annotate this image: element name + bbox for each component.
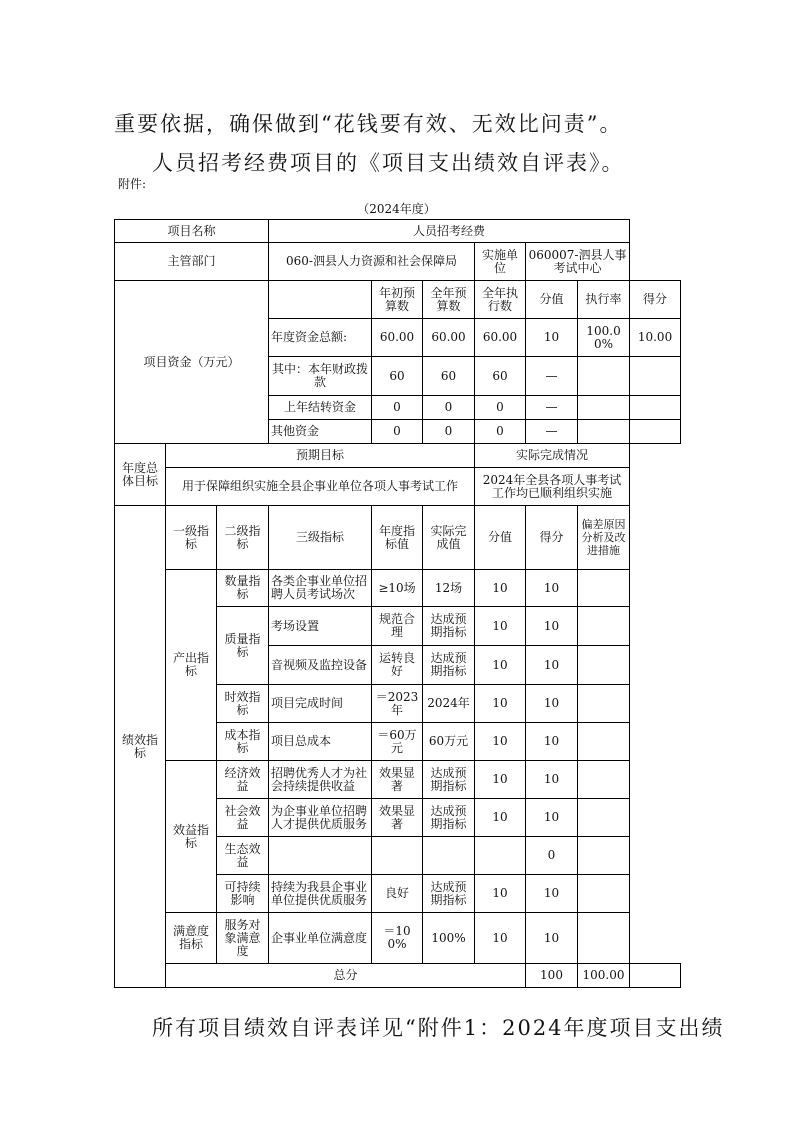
actual-result: 2024年全县各项人事考试工作均已顺利组织实施 [475,468,630,506]
target-cell: ＝60万元 [372,723,423,761]
perf-header: 分值 [475,506,526,570]
l3-cell: 考场设置 [269,607,372,646]
perf-header: 偏差原因分析及改进措施 [578,506,630,570]
target-cell: 运转良好 [372,646,423,685]
fund-cell: 0 [372,396,423,420]
total-score: 100 [526,964,578,988]
target-cell: 良好 [372,875,423,913]
actual-cell: 12场 [423,570,475,607]
target-cell [372,837,423,875]
perf-header: 三级指标 [269,506,372,570]
fund-cell: 60.00 [423,319,475,357]
dev-cell [578,913,630,964]
fund-cell: 100.00% [578,319,630,357]
fund-header-blank [269,281,372,319]
perf-header: 二级指标 [217,506,269,570]
fund-cell: 10.00 [630,319,681,357]
l2-cell: 时效指标 [217,685,269,723]
actual-cell [423,837,475,875]
satisfaction-label: 满意度指标 [166,913,217,964]
fund-label: 项目资金（万元） [115,281,269,444]
score-cell: 10 [475,875,526,913]
fund-cell: 60 [475,357,526,396]
fund-row-label: 其中：本年财政拨款 [269,357,372,396]
target-cell: ≥10场 [372,570,423,607]
l2-cell: 质量指标 [217,607,269,685]
fund-header: 全年执行数 [475,281,526,319]
actual-cell: 达成预期指标 [423,799,475,837]
score-cell: 10 [475,646,526,685]
actual-label: 实际完成情况 [475,444,630,468]
target-cell: 规范合理 [372,607,423,646]
project-name: 人员招考经费 [269,220,630,243]
performance-evaluation-table [114,219,681,988]
got-cell: 10 [526,875,578,913]
fund-cell: 60.00 [372,319,423,357]
actual-cell: 60万元 [423,723,475,761]
l2-cell: 社会效益 [217,799,269,837]
fund-row-label: 年度资金总额: [269,319,372,357]
got-cell: 10 [526,685,578,723]
fund-header: 得分 [630,281,681,319]
fund-cell [630,420,681,444]
actual-cell: 达成预期指标 [423,761,475,799]
fund-header: 年初预算数 [372,281,423,319]
dept-label: 主管部门 [115,243,269,281]
fund-cell [578,357,630,396]
benefit-label: 效益指标 [166,761,217,913]
score-cell: 10 [475,607,526,646]
got-cell: 0 [526,837,578,875]
dev-cell [578,837,630,875]
perf-label: 绩效指标 [115,506,166,988]
got-cell: 10 [526,761,578,799]
got-cell: 10 [526,646,578,685]
l3-cell: 为企事业单位招聘人才提供优质服务 [269,799,372,837]
intro-line-1: 重要依据，确保做到“花钱要有效、无效比问责”。 [114,112,623,136]
total-got: 100.00 [578,964,630,988]
perf-header: 得分 [526,506,578,570]
fund-cell: 10 [526,319,578,357]
score-cell [475,837,526,875]
dev-cell [578,685,630,723]
attachment-label: 附件: [118,177,147,191]
dev-cell [578,761,630,799]
l3-cell: 招聘优秀人才为社会持续提供收益 [269,761,372,799]
fund-header: 分值 [526,281,578,319]
l2-cell: 服务对象满意度 [217,913,269,964]
l2-cell: 成本指标 [217,723,269,761]
score-cell: 10 [475,761,526,799]
actual-cell: 达成预期指标 [423,607,475,646]
got-cell: 10 [526,913,578,964]
actual-cell: 达成预期指标 [423,646,475,685]
l3-cell: 项目总成本 [269,723,372,761]
fund-cell [630,396,681,420]
score-cell: 10 [475,685,526,723]
dev-cell [578,875,630,913]
target-cell: 效果显著 [372,799,423,837]
total-label: 总分 [166,964,526,988]
fund-cell [630,357,681,396]
fund-cell: 0 [475,420,526,444]
got-cell: 10 [526,799,578,837]
dev-cell [578,570,630,607]
dept-value: 060-泗县人力资源和社会保障局 [269,243,475,281]
expected-goal: 用于保障组织实施全县企事业单位各项人事考试工作 [166,468,475,506]
outro-line: 所有项目绩效自评表详见“附件1：2024年度项目支出绩 [152,1016,725,1040]
fund-cell: 0 [475,396,526,420]
fund-cell: 0 [372,420,423,444]
l2-cell: 数量指标 [217,570,269,607]
output-label: 产出指标 [166,570,217,761]
total-dev [630,964,681,988]
impl-label: 实施单位 [475,243,526,281]
target-cell: ＝100% [372,913,423,964]
l3-cell: 项目完成时间 [269,685,372,723]
score-cell: 10 [475,723,526,761]
project-name-label: 项目名称 [115,220,269,243]
dev-cell [578,607,630,646]
score-cell: 10 [475,799,526,837]
intro-line-2: 人员招考经费项目的《项目支出绩效自评表》。 [152,151,625,175]
fund-cell: 60 [372,357,423,396]
expected-label: 预期目标 [166,444,475,468]
fund-cell [578,396,630,420]
actual-cell: 100% [423,913,475,964]
goal-label: 年度总体目标 [115,444,166,506]
l3-cell [269,837,372,875]
actual-cell: 达成预期指标 [423,875,475,913]
score-cell: 10 [475,913,526,964]
l3-cell: 企事业单位满意度 [269,913,372,964]
fund-cell: — [526,357,578,396]
impl-value: 060007-泗县人事考试中心 [526,243,630,281]
actual-cell: 2024年 [423,685,475,723]
got-cell: 10 [526,723,578,761]
fund-header: 执行率 [578,281,630,319]
l3-cell: 音视频及监控设备 [269,646,372,685]
score-cell: 10 [475,570,526,607]
fund-cell [578,420,630,444]
fund-cell: 0 [423,420,475,444]
fund-cell: — [526,396,578,420]
perf-header: 年度指标值 [372,506,423,570]
dev-cell [578,723,630,761]
fund-cell: 60 [423,357,475,396]
l2-cell: 可持续影响 [217,875,269,913]
l2-cell: 经济效益 [217,761,269,799]
l2-cell: 生态效益 [217,837,269,875]
target-cell: ＝2023年 [372,685,423,723]
got-cell: 10 [526,607,578,646]
table-year: （2024年度） [357,202,436,216]
fund-row-label: 其他资金 [269,420,372,444]
fund-cell: — [526,420,578,444]
fund-cell: 0 [423,396,475,420]
target-cell: 效果显著 [372,761,423,799]
fund-row-label: 上年结转资金 [269,396,372,420]
fund-header: 全年预算数 [423,281,475,319]
fund-cell: 60.00 [475,319,526,357]
got-cell: 10 [526,570,578,607]
l3-cell: 各类企事业单位招聘人员考试场次 [269,570,372,607]
dev-cell [578,646,630,685]
dev-cell [578,799,630,837]
l3-cell: 持续为我县企事业单位提供优质服务 [269,875,372,913]
perf-header: 一级指标 [166,506,217,570]
perf-header: 实际完成值 [423,506,475,570]
